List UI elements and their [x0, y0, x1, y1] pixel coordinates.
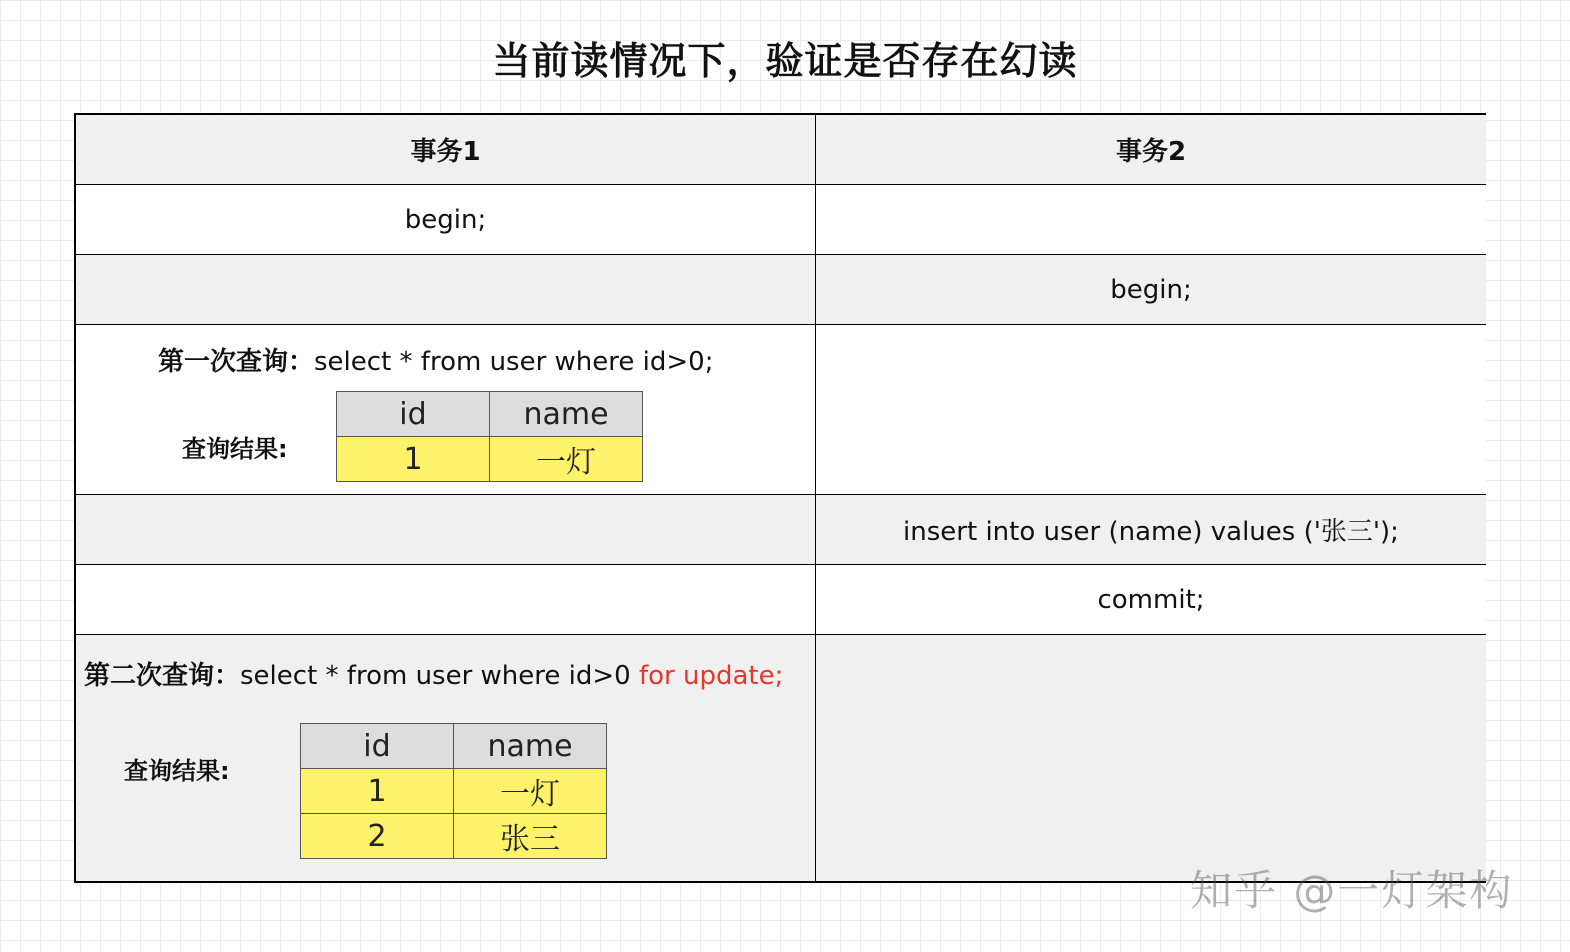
second-result-row [301, 769, 607, 814]
header-tx1: 事务1 [76, 115, 816, 185]
watermark: 知乎 @一灯架构 [1190, 866, 1514, 915]
tx1-empty-4 [76, 495, 816, 565]
second-result-cell: 张三 [454, 814, 607, 859]
first-query-sql: select * from user where id>0; [314, 347, 714, 377]
first-query-prefix: 第一次查询： [158, 347, 315, 377]
first-result-header-row [337, 392, 643, 437]
second-query-sql: select * from user where id>0 [240, 661, 639, 691]
second-result-row [301, 814, 607, 859]
transaction-table [74, 113, 1486, 883]
first-result-row [337, 437, 643, 482]
tx1-first-query-cell [76, 325, 816, 495]
second-result-label: 查询结果: [124, 757, 230, 785]
second-query-line [84, 655, 783, 692]
tx2-empty-3 [816, 325, 1486, 495]
first-result-table [336, 391, 643, 482]
page-title: 当前读情况下，验证是否存在幻读 [492, 39, 1078, 83]
second-result-cell: 一灯 [454, 769, 607, 814]
tx1-empty-5 [76, 565, 816, 635]
second-result-header-row [301, 724, 607, 769]
first-query-line [158, 341, 713, 378]
second-result-table [300, 723, 607, 859]
second-query-prefix: 第二次查询： [84, 661, 241, 691]
tx2-begin: begin; [816, 255, 1486, 325]
tx1-begin: begin; [76, 185, 816, 255]
first-result-cell: 1 [337, 437, 490, 482]
header-tx2: 事务2 [816, 115, 1486, 185]
tx2-empty-6 [816, 635, 1486, 881]
second-query-for-update: for update; [638, 661, 784, 691]
first-result-cell: 一灯 [490, 437, 643, 482]
second-result-col-id: id [301, 724, 454, 769]
tx1-empty-2 [76, 255, 816, 325]
second-result-cell: 1 [301, 769, 454, 814]
tx1-second-query-cell [76, 635, 816, 881]
second-result-cell: 2 [301, 814, 454, 859]
second-result-col-name: name [454, 724, 607, 769]
first-result-col-name: name [490, 392, 643, 437]
first-result-col-id: id [337, 392, 490, 437]
tx2-empty-1 [816, 185, 1486, 255]
tx2-insert: insert into user (name) values ('张三'); [816, 495, 1486, 565]
first-result-label: 查询结果: [182, 435, 288, 463]
tx2-commit: commit; [816, 565, 1486, 635]
